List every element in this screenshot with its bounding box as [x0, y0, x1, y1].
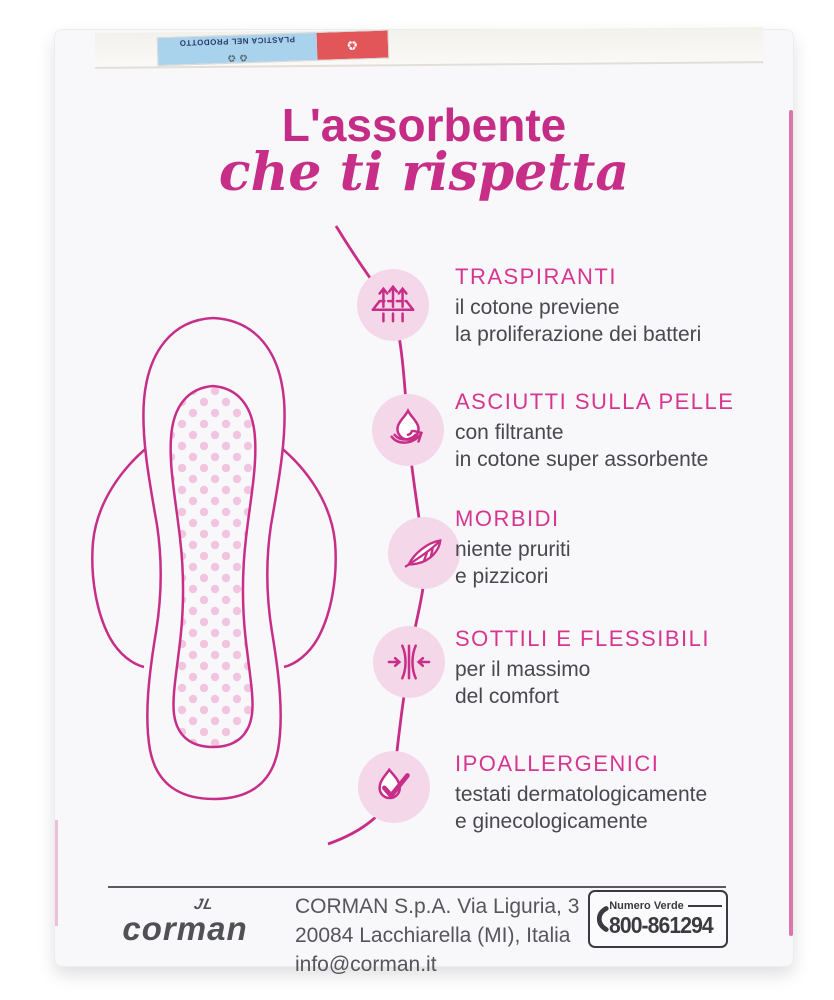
feature-line: niente pruriti	[455, 538, 571, 561]
feather-soft-icon	[388, 517, 460, 589]
thin-flexible-icon	[373, 626, 445, 698]
box-top-flap	[95, 27, 763, 69]
feature-title: TRASPIRANTI	[455, 264, 617, 289]
phone-icon	[594, 897, 609, 941]
feature-line: il cotone previene	[455, 296, 620, 319]
address-line-2: 20084 Lacchiarella (MI), Italia	[295, 924, 571, 947]
toll-free-badge	[588, 890, 728, 948]
feature-ipoallergenici	[455, 751, 707, 835]
feature-line: e pizzicori	[455, 565, 549, 588]
corman-logo-mark: JL	[192, 896, 216, 913]
feature-line: e ginecologicamente	[455, 810, 648, 833]
address-line-3: info@corman.it	[295, 953, 437, 976]
sticker-label: PLASTICA NEL PRODOTTO	[179, 34, 296, 48]
feature-morbidi	[455, 506, 571, 590]
pad-right-wing	[279, 446, 336, 667]
feature-title: IPOALLERGENICI	[455, 751, 660, 776]
headline: L'assorbente	[281, 99, 567, 151]
toll-free-label: Numero Verde	[609, 899, 684, 912]
breathable-icon	[357, 269, 429, 341]
recycle-icon: ♻	[346, 38, 359, 54]
toll-free-rule	[688, 905, 722, 907]
feature-traspiranti	[455, 264, 701, 348]
plastic-label-sticker	[157, 30, 390, 67]
corman-logo	[110, 898, 260, 946]
feature-title: MORBIDI	[455, 506, 560, 531]
toll-free-number: 800-861294	[609, 911, 713, 938]
feature-line: la proliferazione dei batteri	[455, 323, 702, 346]
corman-logo-text: corman	[122, 910, 248, 947]
feature-sottili	[455, 626, 710, 710]
sticker-content	[158, 31, 389, 66]
recycle-icons: ♻ ♻	[227, 51, 249, 63]
dry-absorbent-icon	[372, 394, 444, 466]
feature-line: del comfort	[455, 685, 559, 708]
feature-title: ASCIUTTI SULLA PELLE	[455, 389, 735, 414]
feature-line: testati dermatologicamente	[455, 783, 708, 806]
subheadline-script: che ti rispetta	[218, 142, 630, 203]
box-left-edge	[55, 820, 58, 926]
box-right-edge	[789, 110, 793, 936]
sticker-blue-section	[158, 33, 318, 65]
toll-free-texts	[609, 900, 722, 939]
hypoallergenic-check-icon	[358, 751, 430, 823]
feature-title: SOTTILI E FLESSIBILI	[455, 626, 710, 651]
feature-line: per il massimo	[455, 658, 591, 681]
pad-left-wing	[92, 446, 149, 667]
address-line-1: CORMAN S.p.A. Via Liguria, 3	[295, 895, 580, 918]
pad-core-dotted	[171, 386, 256, 747]
sticker-red-section	[316, 31, 388, 60]
feature-line: in cotone super assorbente	[455, 448, 709, 471]
company-address	[295, 892, 579, 979]
footer-divider	[108, 886, 726, 888]
box-front-panel	[55, 30, 793, 976]
feature-line: con filtrante	[455, 421, 564, 444]
feature-asciutti	[455, 389, 734, 473]
pad-outline	[143, 318, 284, 799]
